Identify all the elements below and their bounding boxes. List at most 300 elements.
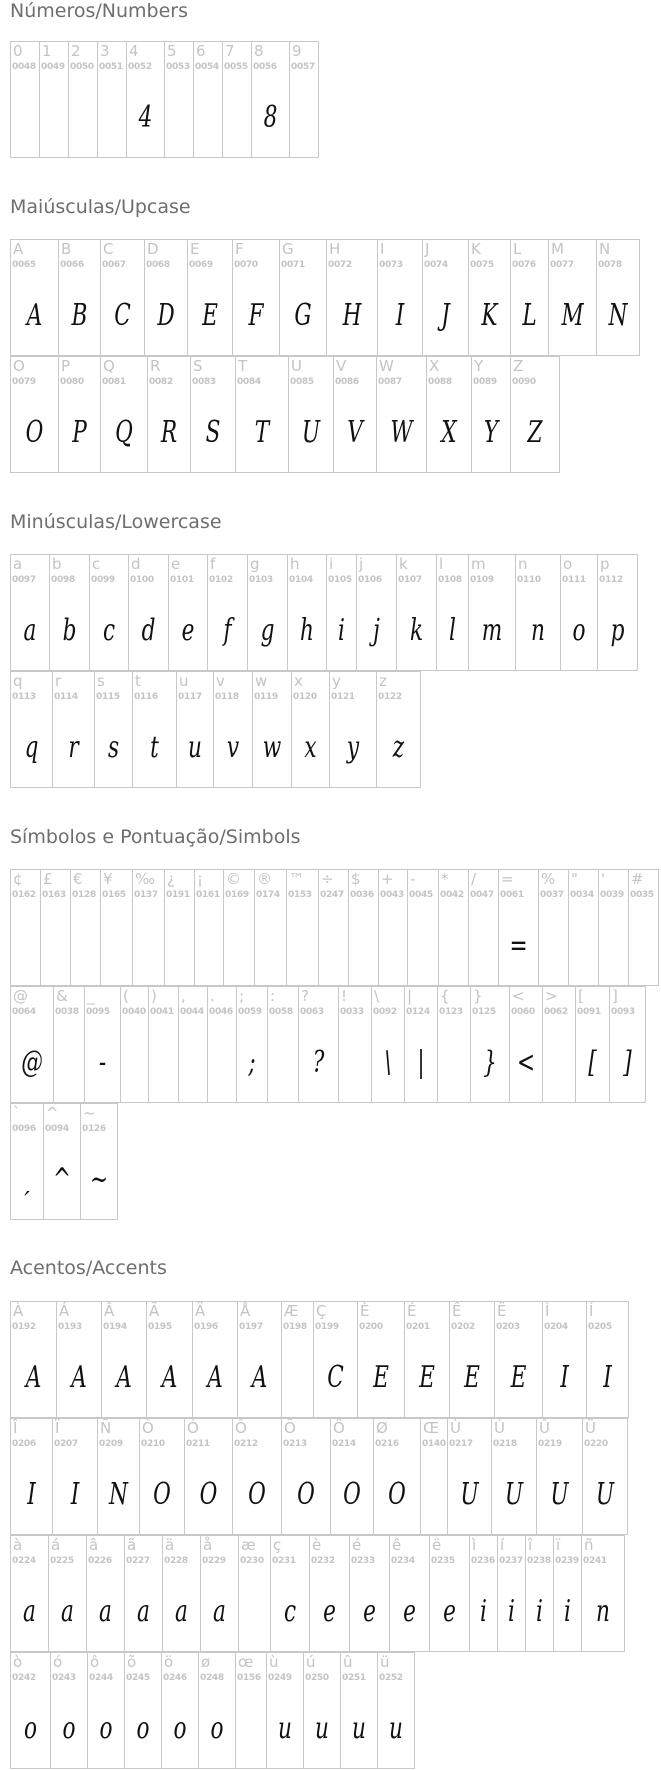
character-label: ¿ <box>167 870 175 888</box>
character-label: + <box>381 870 394 888</box>
font-glyph-sample: W <box>390 415 413 450</box>
character-code: 0248 <box>200 1673 224 1683</box>
glyph-cell <box>288 356 334 473</box>
glyph-cell <box>515 554 561 671</box>
font-glyph-sample: S <box>205 415 221 450</box>
character-code: 0033 <box>340 1007 364 1017</box>
font-glyph-sample: I <box>603 1360 612 1395</box>
glyph-cell <box>548 239 597 356</box>
font-glyph-sample <box>442 1033 465 1093</box>
font-glyph-sample <box>169 88 189 148</box>
character-code: 0063 <box>300 1007 324 1017</box>
character-label: * <box>441 870 449 888</box>
character-code: 0092 <box>373 1007 397 1017</box>
glyph-cell <box>207 986 237 1103</box>
font-glyph-sample: A <box>207 1360 223 1395</box>
character-label: ü <box>380 1653 390 1671</box>
character-label: % <box>541 870 556 888</box>
glyph-cell <box>43 1103 81 1220</box>
section-title-numbers: Números/Numbers <box>10 0 188 22</box>
font-glyph-sample <box>543 916 564 976</box>
character-label: ) <box>151 987 157 1005</box>
font-glyph-sample: U <box>550 1477 569 1512</box>
character-label: Ø <box>376 1419 388 1437</box>
font-glyph-sample: A <box>71 1360 87 1395</box>
character-label: z <box>379 672 387 690</box>
character-label: ç <box>273 1536 282 1554</box>
font-glyph-sample <box>15 88 35 148</box>
glyph-cell <box>436 554 469 671</box>
character-label: m <box>471 555 486 573</box>
glyph-cell <box>404 986 438 1103</box>
character-label: q <box>13 672 23 690</box>
font-glyph-sample: O <box>248 1477 266 1512</box>
font-glyph-sample: \ <box>384 1045 392 1080</box>
character-label: | <box>407 987 413 1005</box>
font-glyph-sample: c <box>102 613 116 648</box>
character-code: 0237 <box>499 1556 523 1566</box>
character-code: 0247 <box>320 890 344 900</box>
font-glyph-sample: R <box>160 415 178 450</box>
character-code: 0117 <box>178 692 202 702</box>
font-glyph-sample <box>353 916 374 976</box>
character-code: 0249 <box>268 1673 292 1683</box>
font-glyph-sample: a <box>137 1594 150 1629</box>
font-glyph-sample: E <box>202 298 218 333</box>
character-code: 0236 <box>471 1556 495 1566</box>
character-code: 0200 <box>359 1322 383 1332</box>
character-label: f <box>210 555 216 573</box>
glyph-cell <box>10 986 54 1103</box>
font-glyph-sample: u <box>278 1711 292 1746</box>
character-code: 0090 <box>512 377 536 387</box>
character-label: 3 <box>100 42 110 60</box>
font-glyph-sample <box>199 916 219 976</box>
glyph-cell <box>422 239 469 356</box>
character-code: 0082 <box>149 377 173 387</box>
character-code: 0251 <box>342 1673 366 1683</box>
glyph-cell <box>236 986 268 1103</box>
character-label: W <box>379 357 394 375</box>
character-code: 0098 <box>51 575 75 585</box>
font-glyph-sample <box>286 1348 308 1408</box>
glyph-cell <box>494 1301 543 1418</box>
glyph-cell <box>50 1652 88 1769</box>
glyph-cell <box>371 986 405 1103</box>
glyph-cell <box>97 41 127 158</box>
character-label: H <box>329 240 341 258</box>
glyph-cell <box>582 1418 628 1535</box>
character-label: ê <box>392 1536 402 1554</box>
glyph-cell <box>404 1301 450 1418</box>
glyph-cell <box>52 1418 98 1535</box>
character-label: X <box>429 357 440 375</box>
character-label: ô <box>90 1653 100 1671</box>
glyph-cell <box>84 986 121 1103</box>
character-code: 0229 <box>202 1556 226 1566</box>
character-label: Æ <box>284 1302 299 1320</box>
font-glyph-sample: < <box>516 1045 536 1080</box>
glyph-cell <box>318 869 349 986</box>
character-code: 0105 <box>328 575 352 585</box>
font-glyph-sample: o <box>99 1711 113 1746</box>
glyph-cell <box>120 986 149 1103</box>
character-label: Ö <box>333 1419 345 1437</box>
character-label: 0 <box>13 42 23 60</box>
font-glyph-sample: } <box>483 1045 497 1080</box>
glyph-cell <box>377 1652 415 1769</box>
glyph-cell <box>80 1103 118 1220</box>
character-label: £ <box>43 870 53 888</box>
font-glyph-sample: O <box>388 1477 406 1512</box>
font-glyph-sample: C <box>114 298 131 333</box>
font-glyph-sample <box>227 88 247 148</box>
font-glyph-sample: g <box>260 613 275 648</box>
character-label: Q <box>103 357 115 375</box>
font-glyph-sample: A <box>26 298 43 333</box>
glyph-cell <box>70 869 101 986</box>
glyph-cell <box>309 1535 350 1652</box>
character-code: 0085 <box>290 377 314 387</box>
glyph-cell <box>87 1652 125 1769</box>
glyph-cell <box>97 1418 140 1535</box>
character-code: 0220 <box>584 1439 608 1449</box>
character-label: L <box>513 240 522 258</box>
glyph-cell <box>53 986 85 1103</box>
character-label: K <box>471 240 481 258</box>
font-glyph-sample: j <box>373 613 380 648</box>
font-glyph-sample: Z <box>527 415 543 450</box>
font-glyph-sample: A <box>251 1360 268 1395</box>
character-code: 0039 <box>600 890 624 900</box>
font-glyph-sample <box>243 1582 265 1642</box>
character-code: 0214 <box>332 1439 356 1449</box>
character-label: x <box>294 672 303 690</box>
character-code: 0122 <box>378 692 402 702</box>
character-code: 0193 <box>58 1322 82 1332</box>
character-code: 0231 <box>272 1556 296 1566</box>
glyph-cell <box>429 1535 470 1652</box>
character-code: 0201 <box>406 1322 430 1332</box>
glyph-cell <box>407 869 439 986</box>
character-label: æ <box>241 1536 256 1554</box>
font-glyph-sample: f <box>223 613 232 648</box>
font-glyph-sample: u <box>315 1711 329 1746</box>
font-glyph-sample: t <box>150 730 159 765</box>
glyph-cell <box>267 986 299 1103</box>
glyph-cell <box>10 239 59 356</box>
glyph-cell <box>438 869 469 986</box>
glyph-cell <box>213 671 253 788</box>
character-code: 0244 <box>89 1673 113 1683</box>
character-code: 0101 <box>170 575 194 585</box>
glyph-cell <box>238 1535 271 1652</box>
glyph-cell <box>289 41 319 158</box>
glyph-cell <box>471 356 511 473</box>
font-glyph-sample: V <box>347 415 363 450</box>
character-code: 0071 <box>281 260 305 270</box>
glyph-cell <box>252 671 292 788</box>
character-label: ( <box>123 987 129 1005</box>
character-label: / <box>471 870 477 888</box>
font-glyph-sample <box>212 1033 232 1093</box>
character-label: ™ <box>289 870 304 888</box>
character-code: 0210 <box>141 1439 165 1449</box>
glyph-cell <box>291 671 330 788</box>
character-code: 0035 <box>630 890 654 900</box>
font-glyph-sample: P <box>72 415 87 450</box>
glyph-cell <box>348 869 379 986</box>
glyph-cell <box>598 869 629 986</box>
character-label: Ë <box>497 1302 507 1320</box>
character-label: Í <box>589 1302 594 1320</box>
font-glyph-sample: i <box>508 1594 515 1629</box>
character-label: k <box>399 555 408 573</box>
character-label: R <box>150 357 161 375</box>
glyph-cell <box>194 869 224 986</box>
character-label: y <box>332 672 341 690</box>
character-label: ¡ <box>197 870 204 888</box>
character-code: 0212 <box>234 1439 258 1449</box>
character-code: 0078 <box>598 260 622 270</box>
character-code: 0055 <box>224 62 248 72</box>
glyph-cell <box>89 554 129 671</box>
character-code: 0128 <box>72 890 96 900</box>
character-label: å <box>203 1536 213 1554</box>
character-code: 0252 <box>379 1673 403 1683</box>
font-glyph-sample: a <box>99 1594 112 1629</box>
character-label: Ê <box>452 1302 462 1320</box>
character-label: g <box>250 555 260 573</box>
font-glyph-sample: ? <box>312 1045 325 1080</box>
character-label: p <box>600 555 610 573</box>
font-glyph-sample: e <box>443 1594 456 1629</box>
character-label: s <box>97 672 105 690</box>
character-code: 0084 <box>237 377 261 387</box>
character-code: 0197 <box>239 1322 263 1332</box>
font-glyph-sample: Q <box>115 415 133 450</box>
character-label: U <box>291 357 302 375</box>
font-glyph-sample: E <box>419 1360 435 1395</box>
font-glyph-sample: O <box>25 415 44 450</box>
font-glyph-sample: U <box>595 1477 615 1512</box>
font-glyph-sample <box>125 1033 144 1093</box>
character-code: 0153 <box>288 890 312 900</box>
character-label: Ì <box>545 1302 550 1320</box>
character-code: 0218 <box>493 1439 517 1449</box>
character-code: 0040 <box>122 1007 146 1017</box>
character-code: 0083 <box>192 377 216 387</box>
character-label: _ <box>87 987 95 1005</box>
character-code: 0051 <box>99 62 123 72</box>
glyph-cell <box>56 1301 102 1418</box>
font-glyph-sample <box>102 88 122 148</box>
font-glyph-sample <box>75 916 96 976</box>
font-glyph-sample <box>291 916 313 976</box>
character-label: O <box>13 357 25 375</box>
glyph-cell <box>190 356 236 473</box>
glyph-cell <box>161 1652 199 1769</box>
character-code: 0233 <box>351 1556 375 1566</box>
character-label: é <box>352 1536 362 1554</box>
font-glyph-sample: q <box>24 730 39 765</box>
glyph-cell <box>340 1652 378 1769</box>
font-glyph-sample <box>198 88 218 148</box>
font-glyph-sample <box>153 1033 174 1093</box>
character-label: á <box>51 1536 61 1554</box>
font-glyph-sample: - <box>98 1045 107 1080</box>
font-glyph-sample: y <box>346 730 360 765</box>
character-code: 0045 <box>409 890 433 900</box>
character-code: 0073 <box>379 260 403 270</box>
character-label: D <box>147 240 159 258</box>
character-label: < <box>512 987 525 1005</box>
character-code: 0097 <box>12 575 36 585</box>
glyph-cell <box>281 1418 331 1535</box>
character-label: r <box>55 672 62 690</box>
character-code: 0226 <box>88 1556 112 1566</box>
glyph-cell <box>568 869 599 986</box>
character-code: 0246 <box>163 1673 187 1683</box>
character-label: ? <box>301 987 309 1005</box>
font-glyph-sample: u <box>188 730 202 765</box>
character-label: } <box>473 987 483 1005</box>
font-glyph-sample: = <box>509 928 528 963</box>
character-label: Ï <box>55 1419 60 1437</box>
character-code: 0104 <box>289 575 313 585</box>
character-code: 0239 <box>555 1556 579 1566</box>
character-code: 0072 <box>328 260 352 270</box>
character-code: 0043 <box>380 890 404 900</box>
font-glyph-sample <box>603 916 624 976</box>
character-code: 0196 <box>194 1322 218 1332</box>
character-label: ó <box>53 1653 63 1671</box>
character-code: 0227 <box>126 1556 150 1566</box>
character-code: 0088 <box>428 377 452 387</box>
character-code: 0126 <box>82 1124 106 1134</box>
character-label: ~ <box>83 1104 96 1122</box>
character-code: 0207 <box>54 1439 78 1449</box>
glyph-cell <box>86 1535 125 1652</box>
character-label: : <box>270 987 276 1005</box>
font-glyph-sample: o <box>210 1711 224 1746</box>
glyph-cell <box>389 1535 430 1652</box>
character-code: 0228 <box>164 1556 188 1566</box>
glyph-cell <box>68 41 98 158</box>
font-glyph-sample: N <box>608 298 628 333</box>
font-glyph-sample: J <box>441 298 450 333</box>
character-label: G <box>282 240 294 258</box>
glyph-cell <box>597 554 638 671</box>
character-label: ¢ <box>13 870 23 888</box>
font-glyph-sample: n <box>596 1594 610 1629</box>
font-glyph-sample: O <box>153 1477 171 1512</box>
font-glyph-sample: c <box>283 1594 297 1629</box>
font-glyph-sample <box>412 916 434 976</box>
character-code: 0125 <box>472 1007 496 1017</box>
character-code: 0058 <box>269 1007 293 1017</box>
character-code: 0037 <box>540 890 564 900</box>
character-code: 0070 <box>234 260 258 270</box>
glyph-cell <box>286 869 319 986</box>
font-glyph-sample <box>105 916 127 976</box>
font-glyph-sample: o <box>62 1711 76 1746</box>
glyph-cell <box>232 239 280 356</box>
glyph-cell <box>338 986 372 1103</box>
glyph-cell <box>329 671 377 788</box>
glyph-cell <box>313 1301 358 1418</box>
glyph-cell <box>270 1535 310 1652</box>
character-code: 0057 <box>291 62 315 72</box>
font-glyph-sample <box>58 1033 80 1093</box>
character-code: 0174 <box>256 890 280 900</box>
character-code: 0074 <box>424 260 448 270</box>
glyph-cell <box>178 986 208 1103</box>
glyph-cell <box>596 239 640 356</box>
character-label: ! <box>341 987 348 1005</box>
font-glyph-sample: M <box>561 298 584 333</box>
font-glyph-sample: | <box>417 1045 425 1080</box>
glyph-cell <box>10 1301 57 1418</box>
glyph-cell <box>100 869 133 986</box>
character-label: Ô <box>235 1419 247 1437</box>
character-label: l <box>439 555 444 573</box>
character-code: 0079 <box>12 377 36 387</box>
glyph-cell <box>10 1418 53 1535</box>
character-label: o <box>563 555 573 573</box>
character-label: - <box>410 870 416 888</box>
character-label: T <box>238 357 248 375</box>
character-label: ø <box>201 1653 211 1671</box>
character-label: 9 <box>292 42 302 60</box>
glyph-cell <box>426 356 472 473</box>
glyph-cell <box>144 239 188 356</box>
character-code: 0235 <box>431 1556 455 1566</box>
character-code: 0086 <box>335 377 359 387</box>
font-glyph-sample: w <box>262 730 282 765</box>
character-label: # <box>631 870 644 888</box>
font-glyph-sample <box>259 916 281 976</box>
character-code: 0107 <box>398 575 422 585</box>
character-label: S <box>193 357 203 375</box>
character-label: M <box>551 240 564 258</box>
glyph-cell <box>184 1418 233 1535</box>
font-glyph-sample: l <box>449 613 456 648</box>
glyph-cell <box>525 1535 554 1652</box>
font-glyph-sample: d <box>141 613 156 648</box>
character-label: & <box>56 987 68 1005</box>
font-glyph-sample <box>294 88 314 148</box>
character-label: ® <box>257 870 272 888</box>
glyph-cell <box>470 986 510 1103</box>
character-code: 0099 <box>91 575 115 585</box>
character-label: { <box>440 987 450 1005</box>
glyph-cell <box>326 239 378 356</box>
character-code: 0241 <box>583 1556 607 1566</box>
font-glyph-sample: o <box>136 1711 150 1746</box>
character-code: 0059 <box>238 1007 262 1017</box>
character-code: 0076 <box>512 260 536 270</box>
font-glyph-sample <box>443 916 464 976</box>
character-code: 0216 <box>375 1439 399 1449</box>
font-glyph-sample <box>547 1033 570 1093</box>
glyph-cell <box>168 554 208 671</box>
font-glyph-sample: N <box>109 1477 128 1512</box>
character-label: v <box>216 672 225 690</box>
character-label: Ç <box>316 1302 327 1320</box>
glyph-cell <box>330 1418 374 1535</box>
font-glyph-sample: U <box>460 1477 479 1512</box>
